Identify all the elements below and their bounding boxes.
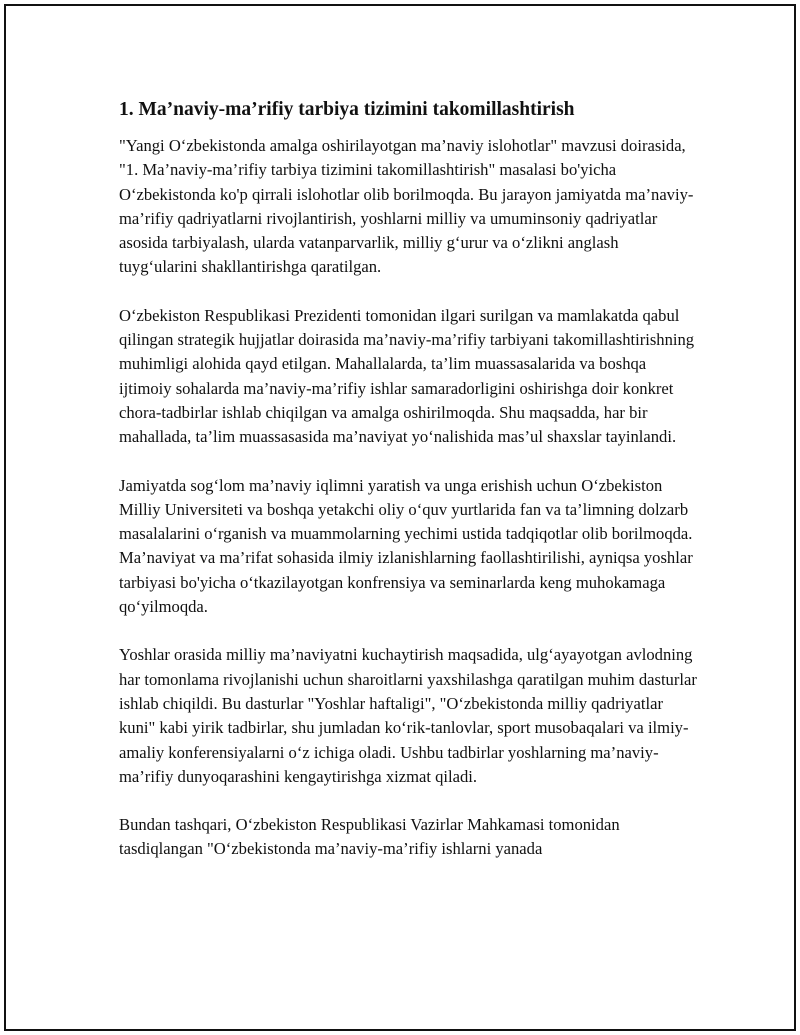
paragraph-1: "Yangi O‘zbekistonda amalga oshirilayotgan ma’naviy islohotlar" mavzusi doirasida, "1. Ma’naviy-ma’rifiy tarbiya tizimini takomillashtirish" masalasi bo'yicha O‘zbekistonda ko'p qirrali islohotlar olib borilmoqda. Bu jarayon jamiyatda ma’naviy-ma’rifiy qadriyatlarni rivojlantirish, yoshlarni milliy va umuminsoniy qadriyatlar asosida tarbiyalash, ularda vatanparvarlik, milliy g‘urur va o‘zlikni anglash tuyg‘ularini shakllantirishga qaratilgan. (119, 136, 694, 277)
paragraph-5: Bundan tashqari, O‘zbekiston Respublikasi Vazirlar Mahkamasi tomonidan tasdiqlangan "O‘zbekistonda ma’naviy-ma’rifiy ishlarni yanada (119, 815, 620, 859)
paragraph-2: O‘zbekiston Respublikasi Prezidenti tomonidan ilgari surilgan va mamlakatda qabul qilingan strategik hujjatlar doirasida ma’naviy-ma’rifiy tarbiyani takomillashtirishning muhimligi alohida qayd etilgan. Mahallalarda, ta’lim muassasalarida va boshqa ijtimoiy sohalarda ma’naviy-ma’rifiy ishlar samaradorligini oshirishga doir konkret chora-tadbirlar ishlab chiqilgan va amalga oshirilmoqda. Shu maqsadda, har bir mahallada, ta’lim muassasasida ma’naviyat yo‘nalishida mas’ul shaxslar tayinlandi. (119, 305, 695, 447)
paragraph-3: Jamiyatda sog‘lom ma’naviy iqlimni yaratish va unga erishish uchun O‘zbekiston Milliy Universiteti va boshqa yetakchi oliy o‘quv yurtlarida fan va ta’limning dolzarb masalalarini o‘rganish va muammolarning yechimi ustida tadqiqotlar olib borilmoqda. Ma’naviyat va ma’rifat sohasida ilmiy izlanishlarning faollashtirilishi, ayniqsa yoshlar tarbiyasi bo'yicha o‘tkazilayotgan konfrensiya va seminarlarda keng muhokamaga qo‘yilmoqda. (119, 475, 693, 617)
document-title: 1. Ma’naviy-ma’rifiy tarbiya tizimini takomillashtirish (119, 99, 575, 120)
paragraph-4: Yoshlar orasida milliy ma’naviyatni kuchaytirish maqsadida, ulg‘ayayotgan avlodning har tomonlama rivojlanishi uchun sharoitlarni yaxshilashga qaratilgan muhim dasturlar ishlab chiqildi. Bu dasturlar "Yoshlar haftaligi", "O‘zbekistonda milliy qadriyatlar kuni" kabi yirik tadbirlar, shu jumladan ko‘rik-tanlovlar, sport musobaqalari va ilmiy-amaliy konferensiyalarni o‘z ichiga oladi. Ushbu tadbirlar yoshlarning ma’naviy-ma’rifiy dunyoqarashini kengaytirishga xizmat qiladi. (119, 645, 697, 786)
document-body (119, 98, 699, 886)
page-frame (4, 4, 796, 1031)
